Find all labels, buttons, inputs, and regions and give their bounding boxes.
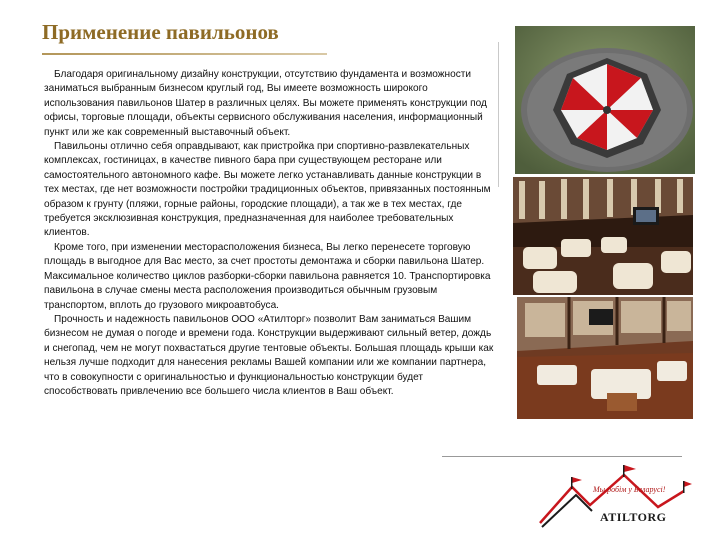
paragraph-2: Павильоны отлично себя оправдывают, как пристройка при спортивно-развлекательных комплексах, гостиницах, в качестве пивного бара при существующем ресторане или самостоятельного автономного кафе. Вы можете легко устанавливать данные конструкции в тех местах, где нет возможности постройки традиционных объектов, привязанных постоянным образом к грунту (пляжи, горные районы, городские площади), а так же в тех местах, где требуется эксклюзивная конструкция, предназначенная для наиболее требовательных клиентов. [44,141,491,239]
pavilion-render-image [515,26,695,174]
page-title: Применение павильонов [42,20,279,44]
paragraph-1: Благодаря оригинальному дизайну конструкции, отсутствию фундамента и возможности заниматься выбранным бизнесом круглый год, Вы имеете возможность широкого использования павильонов Шатер в различных целях. Вы можете применять конструкции под офисы, торговые площади, объекты сервисного обслуживания населения, информационный пункт или же как современный выставочный объект. [44,69,487,138]
lounge-interior-image [513,177,693,295]
title-underline [42,53,327,55]
logo-divider [442,456,682,457]
cafe-interior-image [517,297,693,419]
logo-brand-name: ATILTORG [600,510,667,524]
paragraph-3: Кроме того, при изменении месторасположения бизнеса, Вы легко перенесете торговую площадь в выгодное для Вас место, за счет простоты демонтажа и сборки павильона Шатер. Максимальное количество циклов разборки-сборки павильона равняется 10. Транспортировка павильона в случае смены места расположения производиться обычным грузовым транспортом, вплоть до грузового микроавтобуса. [44,241,491,311]
body-text [44,68,496,399]
logo-slogan: Мы робім у Беларусі! [593,485,666,494]
paragraph-4: Прочность и надежность павильонов ООО «Атилторг» позволит Вам заниматься Вашим бизнесом не думая о погоде и времени года. Конструкции выдерживают сильный ветер, дождь и снегопад, чем не могут похвастаться другие тентовые объекты. Большая площадь крыши как нельзя лучше подходит для нанесения рекламы Вашей компании или же компании партнера, что в совокупности с оригинальностью и функциональностью конструкции будет способствовать привлечению все большего числа клиентов в Ваш объект. [44,313,494,397]
column-divider [498,42,499,187]
